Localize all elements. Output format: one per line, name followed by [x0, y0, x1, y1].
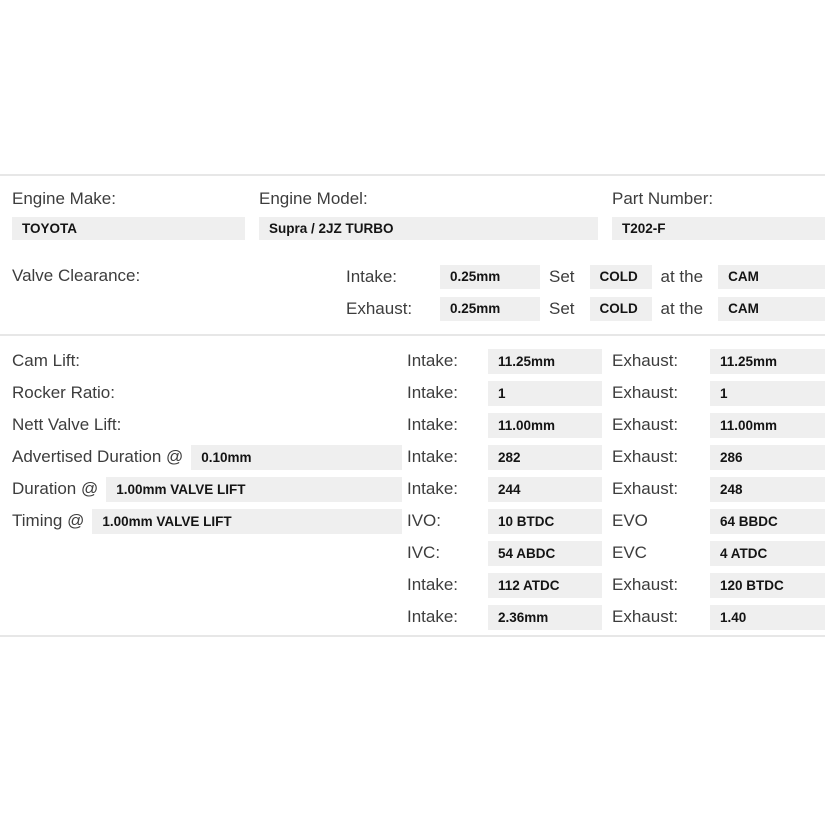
part-number-label: Part Number:	[612, 189, 714, 208]
evc-label: EVC	[612, 543, 647, 562]
ivo-value-field: 10 BTDC	[488, 509, 602, 534]
exhaust-label: Exhaust:	[612, 479, 679, 498]
spec-name-cell	[12, 509, 402, 534]
spec-name-label: Duration @	[12, 479, 99, 498]
intake-value-field: 112 ATDC	[488, 573, 602, 598]
intake-label: Intake:	[407, 415, 459, 434]
at-the-word: at the	[660, 267, 704, 286]
at-the-word: at the	[660, 299, 704, 318]
intake-clearance-value: 0.25mm	[440, 265, 540, 289]
evo-value-field: 64 BBDC	[710, 509, 825, 534]
spec-table	[0, 345, 825, 633]
intake-value-field: 11.00mm	[488, 413, 602, 438]
spec-name-label: Advertised Duration @	[12, 447, 184, 466]
exhaust-value-field: 286	[710, 445, 825, 470]
ivo-label: IVO:	[407, 511, 442, 530]
intake-label: Intake:	[407, 575, 459, 594]
measured-at-value: CAM	[718, 265, 825, 289]
ivc-value-field: 54 ABDC	[488, 541, 602, 566]
spec-name-label: Cam Lift:	[12, 351, 81, 370]
intake-label: Intake:	[407, 607, 459, 626]
intake-value-field: 2.36mm	[488, 605, 602, 630]
part-number-value: T202-F	[612, 217, 825, 240]
top-whitespace	[0, 0, 825, 174]
set-condition-value: COLD	[590, 265, 652, 289]
engine-model-label: Engine Model:	[259, 189, 368, 208]
evo-label: EVO	[612, 511, 648, 530]
spec-name-cell	[12, 415, 402, 435]
valve-clearance-section	[0, 261, 825, 325]
spec-row-duration	[12, 473, 825, 505]
exhaust-value-field: 11.25mm	[710, 349, 825, 374]
divider-mid	[0, 334, 825, 336]
spec-row-timing	[12, 505, 825, 537]
spec-name-cell	[12, 477, 402, 502]
ivc-label: IVC:	[407, 543, 441, 562]
spec-row-lift-at-tdc	[12, 601, 825, 633]
exhaust-label: Exhaust:	[612, 575, 679, 594]
engine-make-value: TOYOTA	[12, 217, 245, 240]
spec-name-cell	[12, 351, 402, 371]
set-word: Set	[549, 299, 575, 318]
intake-label: Intake:	[407, 447, 459, 466]
intake-value-field: 244	[488, 477, 602, 502]
valve-clearance-exhaust-row	[346, 293, 825, 325]
spec-name-cell	[12, 445, 402, 470]
set-condition-value: COLD	[590, 297, 652, 321]
engine-make-label: Engine Make:	[12, 189, 116, 208]
set-word: Set	[549, 267, 575, 286]
exhaust-value-field: 248	[710, 477, 825, 502]
spec-row-cam-lift	[12, 345, 825, 377]
intake-value-field: 282	[488, 445, 602, 470]
valve-clearance-label: Valve Clearance:	[12, 266, 141, 285]
spec-row-advertised-duration	[12, 441, 825, 473]
spec-row-nett-valve-lift	[12, 409, 825, 441]
exhaust-value-field: 11.00mm	[710, 413, 825, 438]
exhaust-label: Exhaust:	[612, 447, 679, 466]
exhaust-label: Exhaust:	[612, 351, 679, 370]
spec-row-rocker-ratio	[12, 377, 825, 409]
exhaust-label: Exhaust:	[612, 383, 679, 402]
spec-name-label: Timing @	[12, 511, 85, 530]
engine-make-field	[12, 189, 245, 240]
exhaust-value-field: 120 BTDC	[710, 573, 825, 598]
header-section	[0, 176, 825, 240]
spec-name-label: Rocker Ratio:	[12, 383, 115, 402]
intake-label: Intake:	[407, 351, 459, 370]
engine-model-value: Supra / 2JZ TURBO	[259, 217, 598, 240]
spec-name-label: Nett Valve Lift:	[12, 415, 122, 434]
intake-label: Intake:	[407, 383, 459, 402]
qualifier-value-field: 1.00mm VALVE LIFT	[92, 509, 402, 534]
exhaust-clearance-value: 0.25mm	[440, 297, 540, 321]
part-number-field	[612, 189, 825, 240]
evc-value-field: 4 ATDC	[710, 541, 825, 566]
intake-value-field: 1	[488, 381, 602, 406]
valve-clearance-rows	[346, 261, 825, 325]
intake-label: Intake:	[346, 267, 398, 286]
intake-value-field: 11.25mm	[488, 349, 602, 374]
intake-label: Intake:	[407, 479, 459, 498]
spec-row-ivc-evc	[12, 537, 825, 569]
exhaust-label: Exhaust:	[346, 299, 413, 318]
divider-bottom	[0, 635, 825, 637]
exhaust-value-field: 1.40	[710, 605, 825, 630]
measured-at-value: CAM	[718, 297, 825, 321]
valve-clearance-intake-row	[346, 261, 825, 293]
spec-row-centreline	[12, 569, 825, 601]
qualifier-value-field: 0.10mm	[191, 445, 402, 470]
spec-name-cell	[12, 383, 402, 403]
qualifier-value-field: 1.00mm VALVE LIFT	[106, 477, 402, 502]
exhaust-label: Exhaust:	[612, 415, 679, 434]
exhaust-label: Exhaust:	[612, 607, 679, 626]
exhaust-value-field: 1	[710, 381, 825, 406]
engine-model-field	[259, 189, 598, 240]
